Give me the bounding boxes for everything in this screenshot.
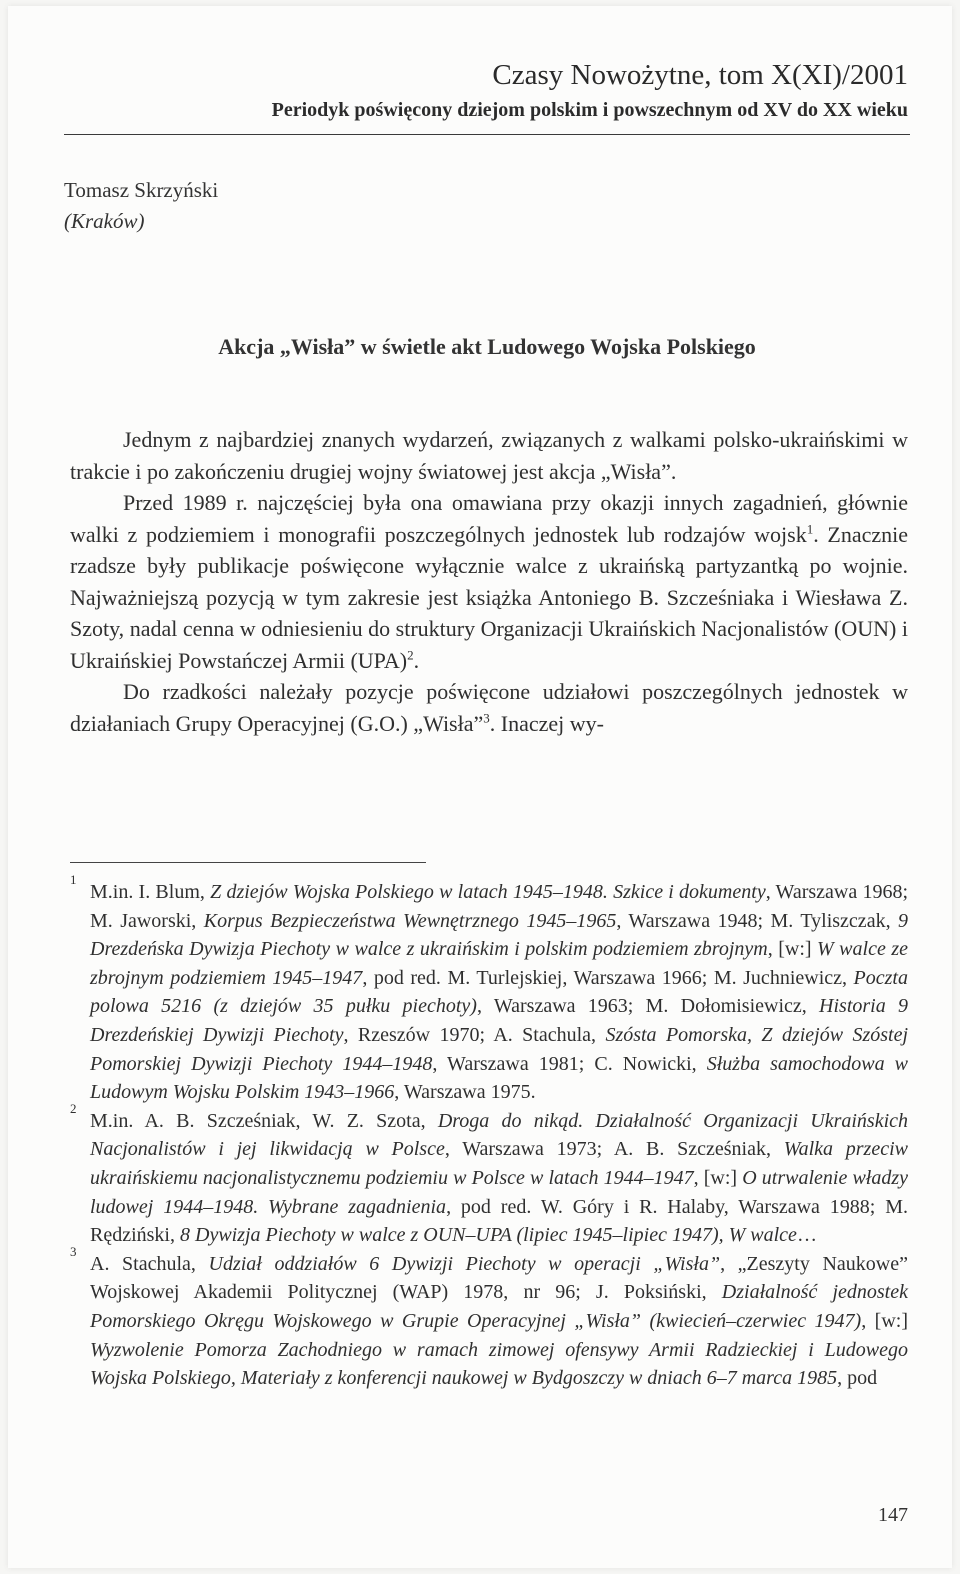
footnote-2-text: , pod red. W. Góry i R. Halaby, Warszawa 1988; M. Rędziński, (90, 1195, 909, 1247)
footnote-2 (70, 1100, 909, 1250)
article-title: Akcja „Wisła” w świetle akt Ludowego Wojska Polskiego (218, 334, 756, 359)
header-divider (64, 134, 910, 135)
footnote-1-text: , Warszawa 1968; M. Jaworski, (90, 881, 909, 932)
footnote-3-title: Udział oddziałów 6 Dywizji Piechoty w operacji „Wisła” (208, 1252, 721, 1275)
footnote-2-text: M.in. A. B. Szcześniak, W. Z. Szota, (90, 1109, 438, 1132)
footnote-2-title: O utrwalenie władzy ludowej 1944–1948. Wybrane zagadnienia (90, 1166, 909, 1218)
footnote-3-title: Działalność jednostek Pomorskiego Okręgu Wojskowego w Grupie Operacyjnej „Wisła” (kwiecień–czerwiec 1947) (90, 1281, 908, 1332)
paragraph-3 (70, 676, 908, 739)
paragraph-2-text-b: . Znacznie rzadsze były publikacje poświęcone wyłącznie walce z ukraińską partyzantką po wojnie. Najważniejszą pozycją w tym zakresie jest książka Antoniego B. Szcześniaka i Wiesława Z. Szoty, nadal cenna w odniesieniu do struktury Organizacji Ukraińskich Nacjonalistów (OUN) i Ukraińskiej Powstańczej Armii (UPA) (70, 521, 909, 673)
footnote-2-title: Walka przeciw ukraińskiemu nacjonalistycznemu podziemiu w Polsce w latach 1944–1947 (90, 1138, 908, 1189)
footnote-1-text: , Warszawa 1948; M. Tyliszczak, (616, 909, 898, 932)
footnote-1-title: Poczta polowa 5216 (z dziejów 35 pułku piechoty) (90, 966, 908, 1018)
footnote-2-text: , [w:] (693, 1166, 743, 1189)
footnote-3-text: , [w:] (861, 1309, 908, 1332)
footnote-divider (70, 862, 426, 863)
footnote-1 (70, 872, 909, 1107)
footnote-3-text: A. Stachula, (90, 1252, 209, 1275)
footnote-1-text: , [w:] (767, 938, 818, 961)
page-number: 147 (878, 1504, 908, 1526)
footnote-ref-2: 2 (407, 647, 414, 663)
article-body (70, 424, 908, 739)
footnote-2-text: … (796, 1224, 817, 1247)
footnote-3-title: Wyzwolenie Pomorza Zachodniego w ramach zimowej ofensywy Armii Radzieckiej i Ludowego Wojska Polskiego, Materiały z konferencji naukowej w Bydgoszczy w dniach 6–7 marca 1985 (90, 1338, 908, 1390)
paragraph-2 (70, 487, 908, 676)
footnotes (70, 872, 909, 1393)
paragraph-2-text-c: . (413, 647, 420, 673)
footnote-1-mark: 1 (70, 872, 77, 887)
paragraph-2-text-a: Przed 1989 r. najczęściej była ona omawiana przy okazji innych zagadnień, głównie walki z podziemiem i monografii poszczególnych jednostek lub rodzajów wojsk (70, 490, 908, 547)
document-page (8, 6, 952, 1568)
footnote-3-text: , „Zeszyty Naukowe” Wojskowej Akademii Politycznej (WAP) 1978, nr 96; J. Poksiński, (90, 1252, 908, 1304)
author-affiliation: (Kraków) (64, 209, 145, 233)
paragraph-1-text: Jednym z najbardziej znanych wydarzeń, związanych z walkami polsko-ukraińskimi w trakcie i po zakończeniu drugiej wojny światowej jest akcja „Wisła”. (70, 427, 908, 484)
footnote-3-text: , pod (837, 1367, 878, 1390)
author-name: Tomasz Skrzyński (64, 178, 219, 202)
footnote-2-title: 8 Dywizja Piechoty w walce z OUN–UPA (lipiec 1945–lipiec 1947), W walce (180, 1224, 797, 1247)
footnote-1-title: Historia 9 Drezdeńskiej Dywizji Piechoty (90, 995, 908, 1046)
footnote-1-text: M.in. I. Blum, (90, 881, 211, 903)
footnote-2-text: , Warszawa 1973; A. B. Szcześniak, (444, 1138, 784, 1161)
footnote-3-mark: 3 (70, 1243, 77, 1259)
footnote-1-text: , Warszawa 1975. (394, 1081, 536, 1104)
footnote-3 (70, 1243, 908, 1393)
footnote-2-title: Droga do nikąd. Działalność Organizacji Ukraińskich Nacjonalistów i jej likwidacją w Polsce (90, 1109, 909, 1161)
paragraph-1 (70, 424, 908, 487)
paragraph-3-text-b: . Inaczej wy- (489, 710, 604, 736)
journal-subtitle: Periodyk poświęcony dziejom polskim i powszechnym od XV do XX wieku (271, 99, 908, 121)
paragraph-3-text-a: Do rzadkości należały pozycje poświęcone udziałowi poszczególnych jednostek w działaniach Grupy Operacyjnej (G.O.) „Wisła” (70, 679, 908, 736)
footnote-ref-1: 1 (806, 521, 814, 537)
footnote-1-text: , pod red. M. Turlejskiej, Warszawa 1966; M. Juchniewicz, (362, 966, 854, 989)
footnote-1-text: , Warszawa 1981; C. Nowicki, (432, 1052, 707, 1075)
footnote-1-title: W walce ze zbrojnym podziemiem 1945–1947 (90, 938, 908, 989)
footnote-1-title: Korpus Bezpieczeństwa Wewnętrznego 1945–1965 (203, 909, 617, 932)
footnote-1-text: , Warszawa 1963; M. Dołomisiewicz, (476, 995, 820, 1018)
footnote-1-title: Z dziejów Wojska Polskiego w latach 1945–1948. Szkice i dokumenty (210, 881, 766, 903)
footnote-1-text: , Rzeszów 1970; A. Stachula, (343, 1023, 606, 1046)
footnote-ref-3: 3 (483, 710, 490, 726)
footnote-2-mark: 2 (70, 1100, 77, 1116)
journal-title: Czasy Nowożytne, tom X(XI)/2001 (492, 59, 908, 91)
footnote-1-title: 9 Drezdeńska Dywizja Piechoty w walce z ukraińskim i polskim podziemiem zbrojnym (90, 909, 908, 961)
footnote-1-title: Służba samochodowa w Ludowym Wojsku Polskim 1943–1966 (90, 1052, 908, 1104)
footnote-1-title: Szósta Pomorska, Z dziejów Szóstej Pomorskiej Dywizji Piechoty 1944–1948 (90, 1023, 909, 1075)
